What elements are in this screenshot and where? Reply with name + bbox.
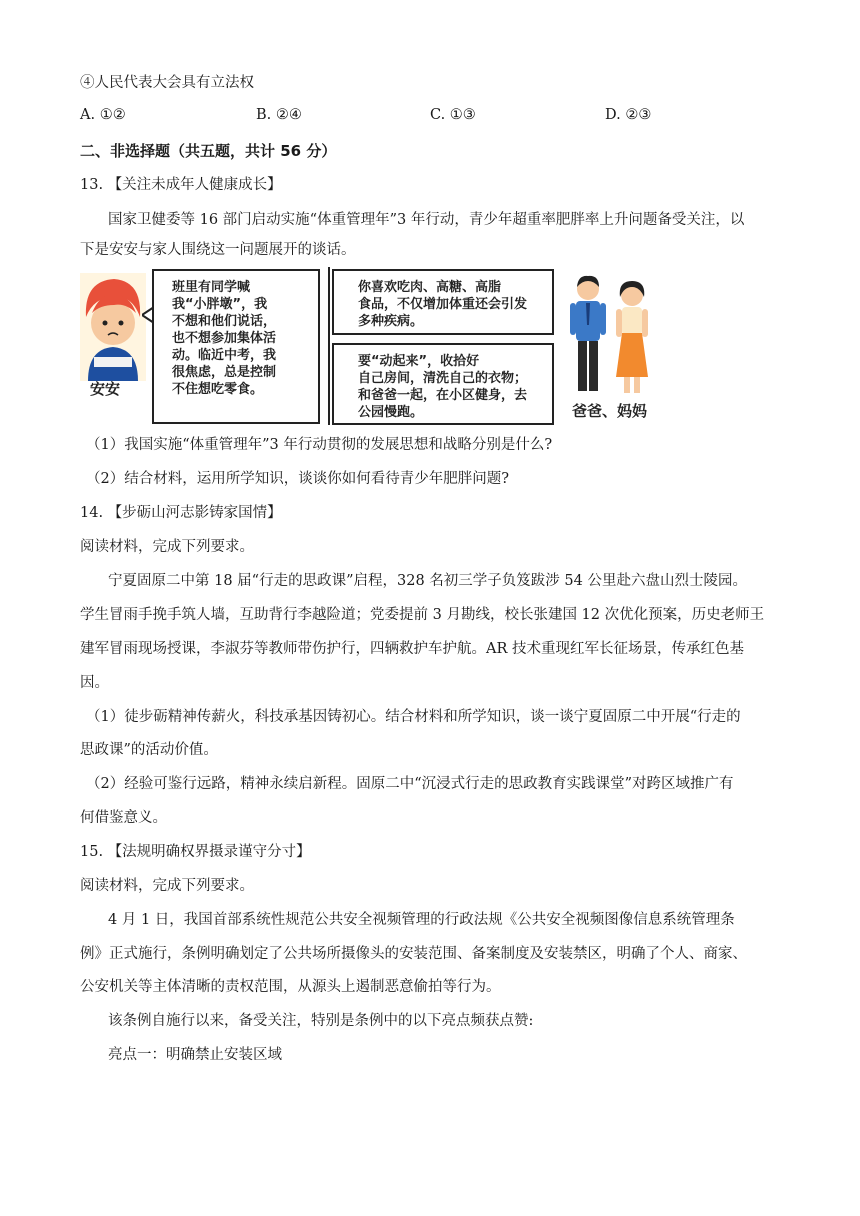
- q13-intro-line: 国家卫健委等 16 部门启动实施“体重管理年”3 年行动，青少年超重率肥胖率上升问题备受关注，以: [108, 212, 745, 228]
- choice-b: B. ②④: [256, 107, 302, 123]
- q14-question-1: （1）徒步砺精神传薪火，科技承基因铸初心。结合材料和所学知识，谈一谈宁夏固原二中开展“行走的: [86, 709, 741, 725]
- q15-material-line: 4 月 1 日，我国首部系统性规范公共安全视频管理的行政法规《公共安全视频图像信息系统管理条: [108, 912, 735, 928]
- q13-intro-line: 下是安安与家人围绕这一问题展开的谈话。: [80, 242, 356, 258]
- q14-material-line: 因。: [80, 675, 109, 691]
- q14-question-1-cont: 思政课”的活动价值。: [80, 742, 218, 758]
- comic-illustration: [80, 265, 660, 427]
- anan-speech-bubble: 班里有同学喊 我“小胖墩”，我 不想和他们说话， 也不想参加集体活 动。临近中考，我 很焦虑，总是控制 不住想吃零食。: [152, 269, 320, 424]
- q15-instruction: 阅读材料，完成下列要求。: [80, 878, 254, 894]
- parents-speech-bubble-2: 要“动起来”，收拾好 自己房间，清洗自己的衣物； 和爸爸一起，在小区健身，去 公园慢跑。: [332, 343, 554, 425]
- q14-title: 14. 【步砺山河志影铸家国情】: [80, 505, 282, 521]
- parents-speech-bubble-1: 你喜欢吃肉、高糖、高脂 食品，不仅增加体重还会引发 多种疾病。: [332, 269, 554, 335]
- answer-choices: [80, 107, 780, 127]
- q14-material-line: 学生冒雨手挽手筑人墙，互助背行李越险道；党委提前 3 月勘线，校长张建国 12 次优化预案，历史老师王: [80, 607, 765, 623]
- q15-title: 15. 【法规明确权界摄录谨守分寸】: [80, 844, 311, 860]
- q15-highlight-one: 亮点一：明确禁止安装区域: [108, 1047, 282, 1063]
- q14-instruction: 阅读材料，完成下列要求。: [80, 539, 254, 555]
- option-item-4: ④人民代表大会具有立法权: [80, 75, 254, 91]
- q13-question-1: （1）我国实施“体重管理年”3 年行动贯彻的发展思想和战略分别是什么?: [86, 437, 553, 453]
- q14-question-2: （2）经验可鉴行远路，精神永续启新程。固原二中“沉浸式行走的思政教育实践课堂”对跨区域推广有: [86, 776, 734, 792]
- anan-figure: [80, 273, 146, 381]
- section-title: 二、非选择题（共五题，共计 56 分）: [80, 142, 337, 160]
- q15-material-line: 该条例自施行以来，备受关注，特别是条例中的以下亮点频获点赞:: [108, 1013, 534, 1029]
- q14-material-line: 建军冒雨现场授课，李淑芬等教师带伤护行，四辆救护车护航。AR 技术重现红军长征场景，传承红色基: [80, 641, 744, 657]
- choice-a: A. ①②: [80, 107, 126, 123]
- anan-label: 安安: [90, 380, 121, 398]
- q14-material-line: 宁夏固原二中第 18 届“行走的思政课”启程，328 名初三学子负笈跋涉 54 公里赴六盘山烈士陵园。: [108, 573, 747, 589]
- choice-d: D. ②③: [605, 107, 652, 123]
- q15-material-line: 公安机关等主体清晰的责权范围，从源头上遏制恶意偷拍等行为。: [80, 979, 501, 995]
- parents-label: 爸爸、妈妈: [572, 402, 648, 420]
- q14-question-2-cont: 何借鉴意义。: [80, 810, 167, 826]
- choice-c: C. ①③: [430, 107, 476, 123]
- q13-question-2: （2）结合材料，运用所学知识，谈谈你如何看待青少年肥胖问题?: [86, 471, 509, 487]
- q15-material-line: 例》正式施行，条例明确划定了公共场所摄像头的安装范围、备案制度及安装禁区，明确了个人、商家、: [80, 946, 747, 962]
- q13-title: 13. 【关注未成年人健康成长】: [80, 177, 282, 193]
- parents-figure: [568, 273, 656, 403]
